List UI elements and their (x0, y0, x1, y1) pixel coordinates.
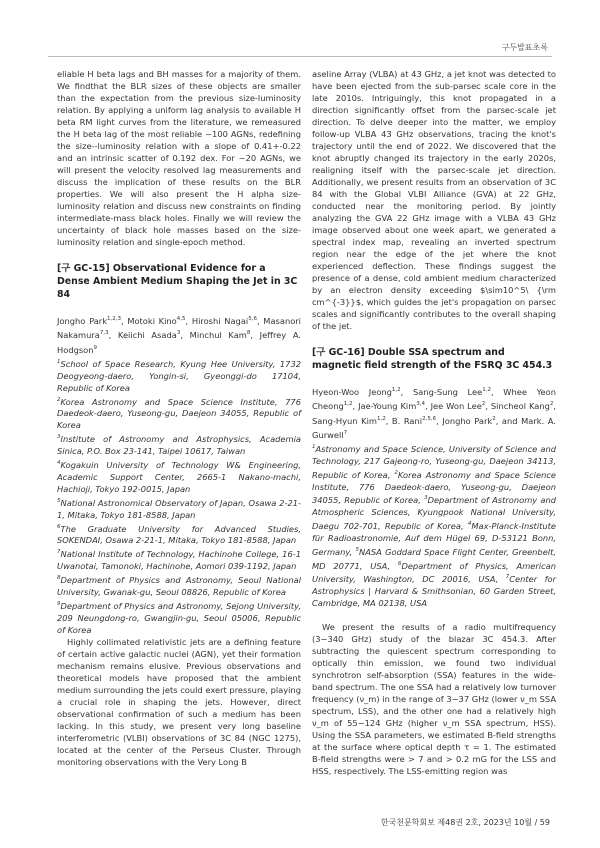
author-name: , B. Rani (385, 415, 423, 426)
affiliation-index: 2 (394, 469, 398, 476)
affiliation-index: 3 (424, 495, 428, 502)
affiliation (57, 546, 301, 572)
gc16-affiliations (312, 441, 556, 609)
author-name: , Motoki Kino (121, 315, 177, 326)
gc16-authors (312, 384, 556, 441)
author-name: , Masanori Nakamura (57, 315, 301, 341)
affiliation-index: 1 (57, 358, 61, 365)
gc15-abstract-start: Highly collimated relativistic jets are a defining feature of certain active galactic nuclei (AGN), yet their formation mechanism remains elusive. Previous observations and theoretical models have proposed that the ambient medium surrounding the jets could exert pressure, playing a crucial role in shaping the jets. However, direct observational confirmation of such a medium has been lacking. In this study, we present very long baseline interferometric (VLBI) observations of 3C 84 (NGC 1275), located at the center of the Perseus Cluster. Through monitoring observations with the Very Long B (57, 636, 301, 767)
affiliation-text: Institute of Astronomy and Astrophysics, Academia Sinica, P.O. Box 23-141, Taipei 10617, Taiwan (57, 434, 301, 457)
affiliation-index: 8 (57, 575, 61, 582)
affiliation-index: 5 (355, 547, 360, 554)
affiliation-index: 7 (57, 549, 61, 556)
affiliation-text: Korea Astronomy and Space Science Institute, 776 Daedeok-daero, Yuseong-gu, Daejeon 34055, Republic of Korea, (312, 469, 556, 506)
gc15-affiliations (57, 356, 301, 636)
affiliation-index: 9 (57, 600, 61, 607)
affiliation-text: School of Space Research, Kyung Hee University, 1732 Deogyeong-daero, Yongin-si, Gyeonggi-do 17104, Republic of Korea (57, 358, 301, 393)
affiliation-index: 7 (505, 574, 510, 581)
affiliation-text: Department of Astronomy and Atmospheric Sciences, Kyungpook National University, Daegu 702-701, Republic of Korea, (312, 495, 556, 532)
author-name: , Jee Won Lee (425, 401, 482, 412)
author-affil-index: 7 (343, 429, 348, 436)
author-name: , Minchul Kam (180, 330, 247, 341)
author-name: , Keiichi Asada (108, 330, 177, 341)
author-affil-index: 8 (246, 330, 251, 337)
affiliation (57, 572, 301, 598)
gc15-title: [구 GC-15] Observational Evidence for a Dense Ambient Medium Shaping the Jet in 3C 84 (57, 263, 298, 300)
gc16-title: [구 GC-16] Double SSA spectrum and magnetic field strength of the FSRQ 3C 454.3 (312, 347, 553, 371)
affiliation-index: 6 (397, 560, 402, 567)
author-name: , Whee Yeon Cheong (312, 386, 556, 412)
author-affil-index: 1,2 (343, 401, 353, 408)
author-name: , Sincheol Kang (485, 401, 550, 412)
affiliation-text: National Astronomical Observatory of Japan, Osawa 2-21-1, Mitaka, Tokyo 181-8588, Japan (57, 497, 301, 520)
affiliation-text: NASA Goddard Space Flight Center, Greenbelt, MD 20771, USA, (312, 546, 556, 571)
author-affil-index: 2 (549, 401, 554, 408)
affiliation-index: 4 (57, 460, 61, 467)
affiliation-index: 6 (57, 523, 61, 530)
affiliation-index: 3 (57, 434, 61, 441)
affiliation-index: 1 (312, 444, 316, 451)
running-header: 구두발표초록 (501, 43, 548, 52)
author-affil-index: 5,6 (248, 316, 257, 322)
affiliation-text: Department of Physics and Astronomy, Sejong University, 209 Neungdong-ro, Gwangjin-gu, Seoul 05006, Republic of Korea (57, 600, 301, 635)
author-affil-index: 1,2 (391, 387, 401, 393)
affiliation (57, 521, 301, 547)
author-name: , Hiroshi Nagai (185, 315, 249, 326)
right-column (312, 68, 556, 777)
affiliation (57, 457, 301, 495)
page-footer: 한국천문학회보 제48권 2호, 2023년 10월 / 59 (380, 818, 550, 827)
affiliation-text: Max-Planck-Institute für Radioastronomie, Auf dem Hügel 69, D-53121 Bonn, Germany, (312, 521, 556, 557)
affiliation (57, 431, 301, 457)
affiliation-text: Center for Astrophysics | Harvard & Smithsonian, 60 Garden Street, Cambridge, MA 02138, USA (312, 574, 556, 609)
author-name: , Sang-Sung Lee (400, 386, 483, 397)
affiliation-index: 2 (57, 396, 61, 403)
affiliation-text: Department of Physics and Astronomy, Seoul National University, Gwanak-gu, Seoul 08826, Republic of Korea (57, 574, 301, 597)
affiliation (57, 356, 301, 394)
author-affil-index: 1,2 (376, 415, 386, 422)
affiliation-text: Astronomy and Space Science, University of Science and Technology, 217 Gajeong-ro, Yuseong-gu, Daejeon 34113, Republic of Korea, (312, 443, 556, 480)
author-name: Jongho Park (57, 315, 107, 326)
gc15-authors (57, 313, 301, 356)
author-affil-index: 4,5 (176, 316, 186, 322)
author-name: Hyeon-Woo Jeong (312, 386, 392, 397)
affiliation (57, 598, 301, 636)
author-affil-index: 3 (176, 330, 181, 337)
author-affil-index: 3,4 (416, 401, 426, 408)
affiliation-text: The Graduate University for Advanced Studies, SOKENDAI, Osawa 2-21-1, Mitaka, Tokyo 181-8588, Japan (57, 523, 301, 546)
author-affil-index: 2,5,6 (422, 415, 437, 422)
left-column (57, 68, 301, 768)
header-divider (48, 56, 552, 57)
author-name: , Jeffrey A. Hodgson (57, 330, 302, 355)
affiliation-index: 5 (57, 497, 61, 504)
author-affil-index: 1,2 (482, 387, 491, 393)
author-affil-index: 7,3 (99, 330, 109, 337)
affiliation-text: Korea Astronomy and Space Science Institute, 776 Daedeok-daero, Yuseong-gu, Daejeon 34055, Republic of Korea (57, 396, 301, 431)
author-name: , and Mark. A. Gurwell (312, 415, 556, 440)
affiliation-text: Department of Physics, American University, Washington, DC 20016, USA, (312, 560, 556, 585)
author-name: , Sang-Hyun Kim (312, 401, 556, 426)
author-affil-index: 2 (492, 415, 496, 422)
affiliation (57, 495, 301, 521)
affiliation-text: Kogakuin University of Technology W& Engineering, Academic Support Center, 2665-1 Nakano-machi, Hachioji, Tokyo 192-0015, Japan (57, 459, 301, 494)
gc16-abstract: We present the results of a radio multifrequency (3−340 GHz) study of the blazar 3C 454.3. After subtracting the quiescent spectrum corresponding to optically thin emission, we found two individual synchrotron self-absorption (SSA) features in the wide-band spectrum. The one SSA had a relatively low turnover frequency (ν_m) in the range of 3−37 GHz (lower ν_m SSA spectrum, LSS), and the other one had a relatively high ν_m of 55−124 GHz (higher ν_m SSA spectrum, HSS). Using the SSA parameters, we estimated B-field strengths at the surface where optical depth τ = 1. The estimated B-field strengths were > 7 and > 0.2 mG for the LSS and HSS, respectively. The LSS-emitting region was (312, 622, 556, 777)
author-affil-index: 1,2,3 (107, 316, 121, 322)
author-affil-index: 2 (481, 401, 486, 408)
affiliation (57, 394, 301, 432)
author-affil-index: 9 (93, 344, 98, 351)
affiliation-index: 4 (467, 521, 472, 528)
previous-abstract-tail: eliable H beta lags and BH masses for a majority of them. We findthat the BLR sizes of these objects are smaller than the expectation from the previous size-luminosity relation. By applying a uniform lag analysis to available H beta RM light curves from the literature, we remeasured the H beta lag of the most reliable ~100 AGNs, redefining the size--luminosity relation with a slope of 0.41+-0.22 and an intrinsic scatter of 0.192 dex. For ~20 AGNs, we will present the velocity resolved lag measurements and discuss the implication of these results on the BLR properties. We will also present the H alpha size-luminosity relation and discuss new constraints on finding intermediate-mass black holes. Finally we will review the uncertainty of black hole masses based on the size-luminosity relation and single-epoch method. (57, 69, 301, 247)
author-name: , Jongho Park (436, 415, 493, 426)
gc15-abstract-continued: aseline Array (VLBA) at 43 GHz, a jet knot was detected to have been ejected from the sub-parsec scale core in the late 2010s. Intriguingly, this knot propagated in a direction significantly offset from the parsec-scale jet direction. To delve deeper into the matter, we employ follow-up VLBA 43 GHz observations, tracing the knot's trajectory until the end of 2022. We discovered that the knot abruptly changed its trajectory in the early 2020s, realigning itself with the parsec-scale jet direction. Additionally, we present results from an observation of 3C 84 with the Global VLBI Alliance (GVA) at 22 GHz, conducted near the monitoring period. By jointly analyzing the GVA 22 GHz image with a VLBA 43 GHz image observed about one week apart, we generated a spectral index map, revealing an inverted spectrum region near the edge of the jet where the knot experienced deflection. These findings suggest the presence of a dense, cold ambient medium characterized by an electron density exceeding $\sim10^5\ {\rm cm^{-3}}$, which guides the jet's propagation on parsec scales and significantly contributes to the overall shaping of the jet. (312, 69, 556, 331)
author-name: , Jae-Young Kim (352, 401, 417, 412)
affiliation-text: National Institute of Technology, Hachinohe College, 16-1 Uwanotai, Tamonoki, Hachinohe, Aomori 039-1192, Japan (57, 549, 301, 572)
